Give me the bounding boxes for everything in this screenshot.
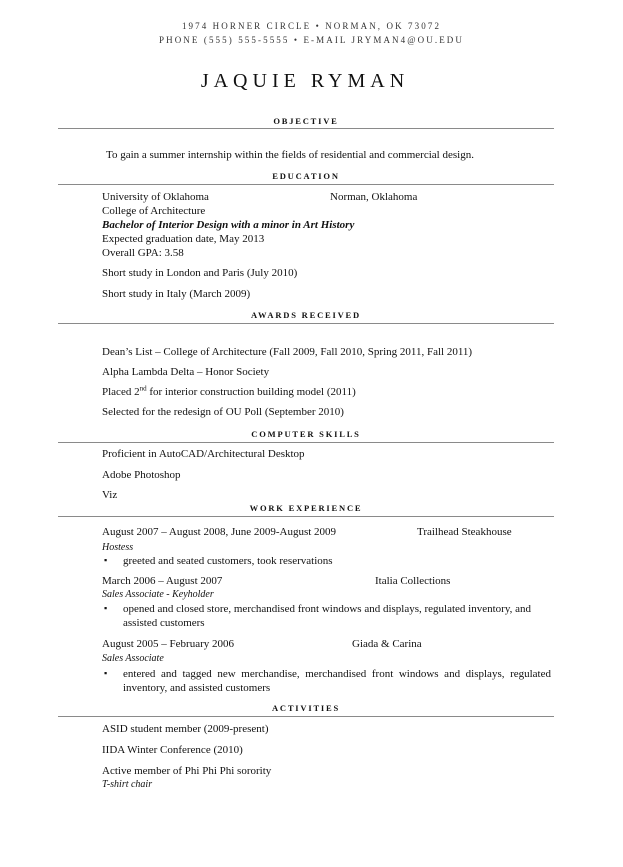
activities-rule [58,716,554,717]
activities-heading: ACTIVITIES [271,703,341,713]
education-location: Norman, Oklahoma [330,191,418,203]
job1-bullet-icon: ▪ [104,555,108,565]
awards-rule [58,323,554,324]
work-heading: WORK EXPERIENCE [249,503,363,513]
objective-rule [58,128,554,129]
award-deans-list: Dean’s List – College of Architecture (Fall 2009, Fall 2010, Spring 2011, Fall 2011) [102,346,473,358]
skills-heading: COMPUTER SKILLS [251,429,361,439]
activity-iida: IIDA Winter Conference (2010) [102,744,243,756]
job2-employer: Italia Collections [375,575,451,587]
applicant-name: JAQUIE RYMAN [200,70,410,92]
job2-dates: March 2006 – August 2007 [102,575,223,587]
education-heading: EDUCATION [272,171,340,181]
job1-title: Hostess [102,542,134,553]
award-placed-rest: for interior construction building model (2011) [146,386,356,398]
skill-autocad: Proficient in AutoCAD/Architectural Desktop [102,448,305,460]
objective-heading: OBJECTIVE [273,116,339,126]
skill-photoshop: Adobe Photoshop [102,469,181,481]
job3-duty: entered and tagged new merchandise, merchandised front windows and displays, regulated inventory, and assisted customers [123,668,551,694]
education-graduation: Expected graduation date, May 2013 [102,233,265,245]
award-placed-suffix: nd [139,384,147,393]
education-college: College of Architecture [102,205,206,217]
job2-duty: opened and closed store, merchandised front windows and displays, regulated inventory, and assisted customers [123,603,532,629]
job1-employer: Trailhead Steakhouse [417,526,512,538]
job1-duty: greeted and seated customers, took reservations [123,555,333,567]
education-rule [58,184,554,185]
awards-heading: AWARDS RECEIVED [251,310,361,320]
job3-dates: August 2005 – February 2006 [102,638,234,650]
award-placed-second [102,386,356,398]
award-ou-poll: Selected for the redesign of OU Poll (September 2010) [102,406,344,418]
job3-employer: Giada & Carina [352,638,422,650]
address-line: 1974 HORNER CIRCLE • NORMAN, OK 73072 [181,21,442,31]
education-degree: Bachelor of Interior Design with a minor in Art History [102,219,355,231]
education-school: University of Oklahoma [102,191,209,203]
activity-sorority-role: T-shirt chair [102,779,153,790]
job2-bullet-icon: ▪ [104,603,108,613]
work-rule [58,516,554,517]
activity-asid: ASID student member (2009-present) [102,723,269,735]
education-gpa: Overall GPA: 3.58 [102,247,184,259]
job3-title: Sales Associate [102,653,164,664]
education-study-london: Short study in London and Paris (July 2010) [102,267,298,279]
education-study-italy: Short study in Italy (March 2009) [102,288,251,300]
job1-dates: August 2007 – August 2008, June 2009-August 2009 [102,526,337,538]
activity-sorority: Active member of Phi Phi Phi sorority [102,765,272,777]
contact-line: PHONE (555) 555-5555 • E-MAIL JRYMAN4@OU.EDU [159,35,464,45]
job3-bullet-icon: ▪ [104,668,108,678]
award-alpha-lambda-delta: Alpha Lambda Delta – Honor Society [102,366,270,378]
skill-viz: Viz [102,489,118,501]
objective-text: To gain a summer internship within the fields of residential and commercial design. [106,149,474,161]
award-placed-prefix: Placed 2 [102,386,140,398]
job2-title: Sales Associate - Keyholder [102,589,214,600]
skills-rule [58,442,554,443]
